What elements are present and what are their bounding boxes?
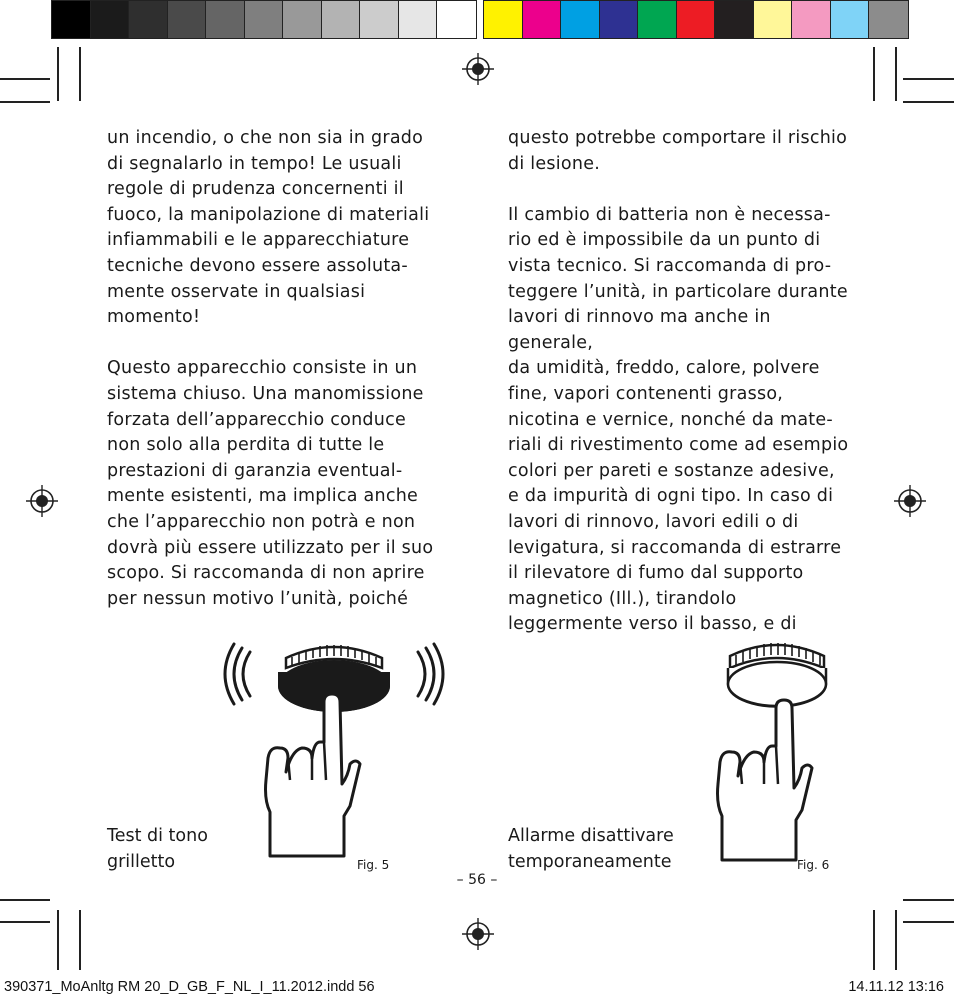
figure-6-label: Fig. 6	[797, 858, 830, 872]
crop-mark	[895, 47, 897, 101]
registration-mark-icon	[462, 53, 494, 85]
crop-mark	[903, 899, 954, 901]
gray-calibration-bar	[51, 0, 477, 39]
page-number: – 56 –	[456, 872, 498, 888]
paragraph: Questo apparecchio consiste in un sistema chiuso. Una manomissione forzata dell’apparecchio conduce non solo alla perdita di tutte le prestazioni di garanzia eventual- mente esistenti, ma implica anche che l’apparecchio non potrà e non dovrà più essere utilizzato per il suo scopo. Si raccomanda di non aprire per nessun motivo l’unità, poiché	[107, 358, 434, 609]
crop-mark	[79, 47, 81, 101]
figure-5-label: Fig. 5	[357, 858, 390, 872]
color-swatch	[399, 1, 438, 38]
color-swatch	[206, 1, 245, 38]
figure-6-caption: Allarme disattivare temporaneamente	[508, 826, 674, 872]
color-swatch	[831, 1, 870, 38]
paragraph: questo potrebbe comportare il rischio di lesione.	[508, 128, 848, 174]
registration-mark-icon	[894, 485, 926, 517]
color-swatch	[638, 1, 677, 38]
color-swatch	[869, 1, 908, 38]
figure-5-caption: Test di tono grilletto	[107, 826, 208, 872]
color-swatch	[283, 1, 322, 38]
color-swatch	[437, 1, 476, 38]
crop-mark	[903, 921, 954, 923]
color-swatch	[600, 1, 639, 38]
color-swatch	[360, 1, 399, 38]
color-swatch	[484, 1, 523, 38]
color-swatch	[245, 1, 284, 38]
crop-mark	[0, 921, 50, 923]
crop-mark	[873, 910, 875, 970]
crop-mark	[0, 101, 50, 103]
footer-filename: 390371_MoAnltg RM 20_D_GB_F_NL_I_11.2012.indd 56	[4, 979, 375, 995]
color-swatch	[715, 1, 754, 38]
color-calibration-bar	[483, 0, 909, 39]
crop-mark	[57, 910, 59, 970]
crop-mark	[873, 47, 875, 101]
crop-mark	[0, 899, 50, 901]
registration-mark-icon	[26, 485, 58, 517]
color-swatch	[677, 1, 716, 38]
color-swatch	[129, 1, 168, 38]
color-swatch	[91, 1, 130, 38]
crop-mark	[895, 910, 897, 970]
color-swatch	[523, 1, 562, 38]
crop-mark	[79, 910, 81, 970]
smoke-detector-test-illustration	[228, 630, 440, 870]
paragraph: un incendio, o che non sia in grado di segnalarlo in tempo! Le usuali regole di prudenza concernenti il fuoco, la manipolazione di materiali infiammabili e le apparecchiature tecniche devono essere assoluta- mente osservate in qualsiasi momento!	[107, 128, 430, 328]
color-swatch	[322, 1, 361, 38]
left-text-column	[107, 126, 457, 638]
color-swatch	[561, 1, 600, 38]
crop-mark	[903, 101, 954, 103]
right-text-column	[508, 126, 858, 663]
smoke-detector-silence-illustration	[690, 632, 840, 872]
crop-mark	[57, 47, 59, 101]
color-swatch	[754, 1, 793, 38]
footer-timestamp: 14.11.12 13:16	[848, 979, 944, 995]
crop-mark	[903, 78, 954, 80]
paragraph: Il cambio di batteria non è necessa- rio ed è impossibile da un punto di vista tecnico. Si raccomanda di pro- teggere l’unità, in particolare durante lavori di rinnovo ma anche in generale, da umidità, freddo, calore, polvere fine, vapori contenenti grasso, nicotina e vernice, nonché da mate- riali di rivestimento come ad esempio colori per pareti e sostanze adesive, e da impurità di ogni tipo. In caso di lavori di rinnovo, lavori edili o di levigatura, si raccomanda di estrarre il rilevatore di fumo dal supporto magnetico (Ill.), tirandolo leggermente verso il basso, e di	[508, 204, 849, 635]
color-swatch	[168, 1, 207, 38]
registration-mark-icon	[462, 918, 494, 950]
color-swatch	[792, 1, 831, 38]
color-swatch	[52, 1, 91, 38]
crop-mark	[0, 78, 50, 80]
